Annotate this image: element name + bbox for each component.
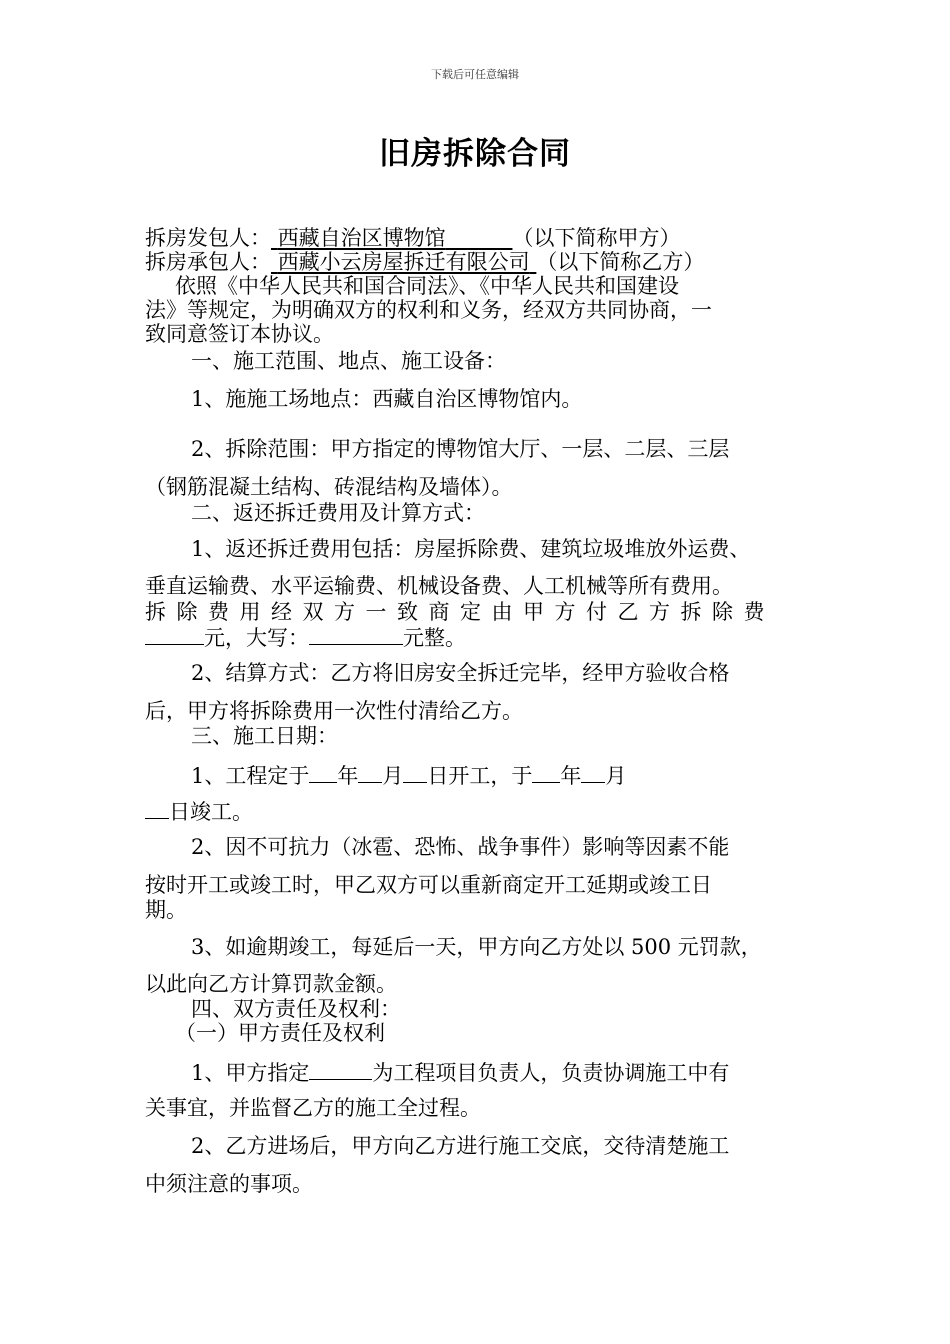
section-4-item-1b: 关事宜，并监督乙方的施工全过程。 <box>145 1096 481 1120</box>
project-manager-blank <box>309 1059 372 1080</box>
party-b-suffix: （以下简称乙方） <box>536 250 705 274</box>
section-4-item-1a: 1、甲方指定 为工程项目负责人，负责协调施工中有 <box>191 1061 730 1085</box>
section-2-item-1b: 垂直运输费、水平运输费、机械设备费、人工机械等所有费用。 <box>145 574 733 598</box>
section-3-title: 三、施工日期： <box>191 724 338 748</box>
section-2-item-2b: 后，甲方将拆除费用一次性付清给乙方。 <box>145 699 523 723</box>
section-1-item-2a: 2、拆除范围：甲方指定的博物馆大厅、一层、二层、三层 <box>191 437 730 461</box>
party-a-suffix: （以下简称甲方） <box>512 226 681 250</box>
section-1-item-1: 1、施施工场地点：西藏自治区博物馆内。 <box>191 387 583 411</box>
section-3-item-1b: 日竣工。 <box>145 798 253 824</box>
section-2-title: 二、返还拆迁费用及计算方式： <box>191 501 485 525</box>
section-4-item-2a: 2、乙方进场后，甲方向乙方进行施工交底，交待清楚施工 <box>191 1134 730 1158</box>
end-day-blank <box>145 798 169 819</box>
section-3-item-2c: 期。 <box>145 898 187 922</box>
start-year-blank <box>309 762 337 783</box>
party-b-name: 西藏小云房屋拆迁有限公司 <box>277 250 530 274</box>
intro-line-1: 依照《中华人民共和国合同法》、《中华人民共和国建设 <box>175 274 679 298</box>
section-2-item-2a: 2、结算方式：乙方将旧房安全拆迁完毕，经甲方验收合格 <box>191 661 730 685</box>
section-2-item-1c: 拆除费用经双方一致商定由甲方付乙方拆除费 <box>145 600 775 624</box>
fee-amount-blank <box>145 624 204 645</box>
section-1-item-2b: （钢筋混凝土结构、砖混结构及墙体）。 <box>145 475 513 499</box>
end-month-blank <box>581 762 605 783</box>
start-day-blank <box>403 762 427 783</box>
fee-amount-words-blank <box>309 624 403 645</box>
section-3-item-2a: 2、因不可抗力（冰雹、恐怖、战争事件）影响等因素不能 <box>191 835 730 859</box>
party-a-name: 西藏自治区博物馆 <box>277 226 446 250</box>
document-title: 旧房拆除合同 <box>379 136 571 172</box>
section-3-item-3b: 以此向乙方计算罚款金额。 <box>145 972 397 996</box>
intro-line-2: 法》等规定，为明确双方的权利和义务，经双方共同协商，一 <box>145 298 712 322</box>
section-3-item-2b: 按时开工或竣工时，甲乙双方可以重新商定开工延期或竣工日 <box>145 873 712 897</box>
section-4-subtitle-1: （一）甲方责任及权利 <box>175 1021 385 1045</box>
section-3-item-1a: 1、工程定于 年 月 日开工，于 年 月 <box>191 764 627 788</box>
party-b-line <box>145 250 704 274</box>
section-2-item-1d: 元，大写： 元整。 <box>145 624 466 650</box>
start-month-blank <box>358 762 382 783</box>
section-4-title: 四、双方责任及权利： <box>191 997 401 1021</box>
party-a-label: 拆房发包人： <box>145 226 271 250</box>
section-1-title: 一、施工范围、地点、施工设备： <box>191 349 506 373</box>
end-year-blank <box>532 762 560 783</box>
page-header-note: 下载后可任意编辑 <box>431 68 519 81</box>
party-b-label: 拆房承包人： <box>145 250 271 274</box>
section-3-item-3a: 3、如逾期竣工，每延后一天，甲方向乙方处以 500 元罚款， <box>191 935 762 959</box>
section-2-item-1a: 1、返还拆迁费用包括：房屋拆除费、建筑垃圾堆放外运费、 <box>191 537 751 561</box>
intro-line-3: 致同意签订本协议。 <box>145 322 334 346</box>
party-a-line <box>145 226 680 250</box>
section-4-item-2b: 中须注意的事项。 <box>145 1172 313 1196</box>
